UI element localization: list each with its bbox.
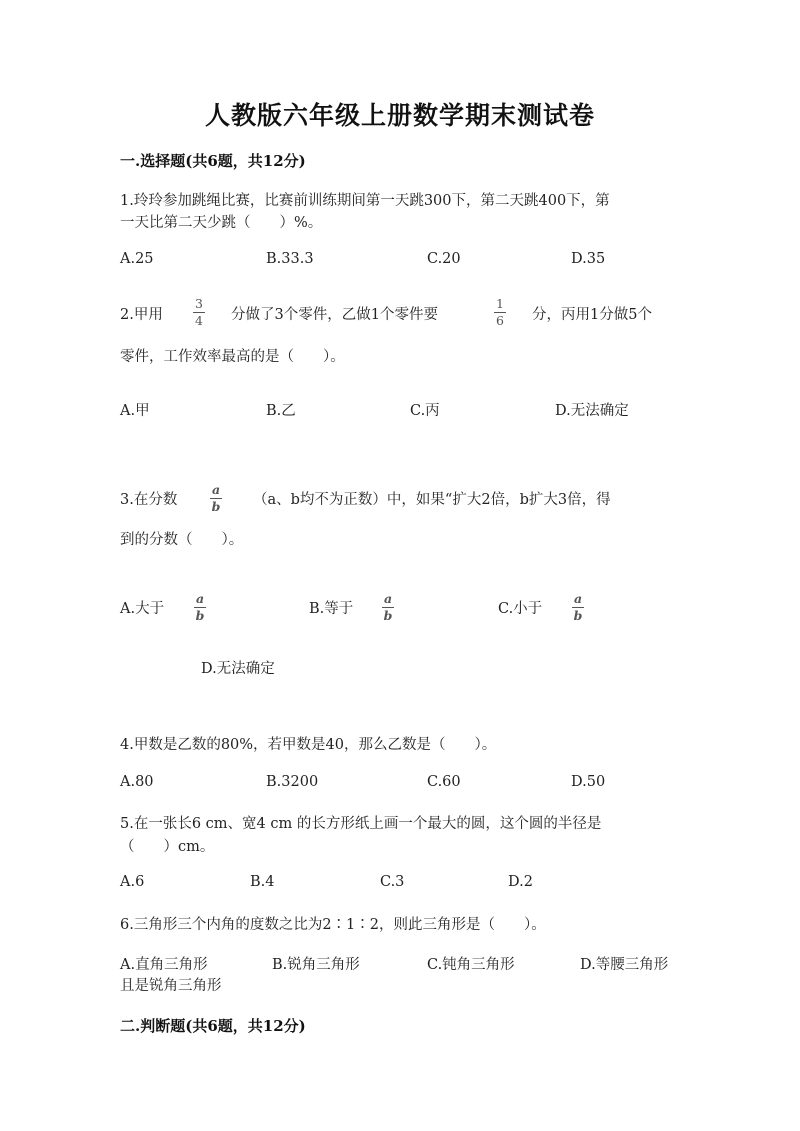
question-5-line-2: （ ）cm。 <box>120 839 215 855</box>
question-2-line-2: 零件，工作效率最高的是（ ）。 <box>120 349 345 365</box>
question-6-option-c: C.钝角三角形 <box>427 957 515 973</box>
question-6-option-d-continued: 且是锐角三角形 <box>120 978 222 994</box>
fraction-three-quarters <box>193 297 205 328</box>
question-2-option-d: D.无法确定 <box>555 403 629 419</box>
fraction-a-over-b <box>382 592 394 623</box>
fraction-a-over-b <box>194 592 206 623</box>
question-1-option-d: D.35 <box>571 251 606 267</box>
fraction-denominator: 6 <box>496 313 504 328</box>
fraction-one-sixth <box>494 297 506 328</box>
question-4-line-1: 4.甲数是乙数的80%，若甲数是40，那么乙数是（ ）。 <box>120 737 497 753</box>
fraction-denominator: 4 <box>195 313 203 328</box>
page-title: 人教版六年级上册数学期末测试卷 <box>204 101 595 130</box>
question-1-option-c: C.20 <box>427 251 461 267</box>
question-6-line-1: 6.三角形三个内角的度数之比为2∶1∶2，则此三角形是（ ）。 <box>120 917 546 933</box>
question-5-option-c: C.3 <box>380 874 405 890</box>
question-3-text-1: 3.在分数 <box>120 492 178 508</box>
fraction-denominator: b <box>573 608 583 623</box>
question-6-option-d: D.等腰三角形 <box>580 957 669 973</box>
question-2-option-b: B.乙 <box>266 403 296 419</box>
question-3-option-b: B.等于 <box>309 601 354 617</box>
question-4-option-b: B.3200 <box>266 774 319 790</box>
fraction-numerator: a <box>195 591 205 606</box>
fraction-denominator: b <box>195 608 205 623</box>
fraction-numerator: a <box>573 591 583 606</box>
fraction-numerator: a <box>211 482 221 497</box>
fraction-denominator: b <box>383 608 393 623</box>
question-5-option-a: A.6 <box>120 874 145 890</box>
question-1-option-b: B.33.3 <box>266 251 314 267</box>
question-3-text-2: （a、b均不为正数）中，如果“扩大2倍，b扩大3倍，得 <box>253 492 611 508</box>
question-1-line-1: 1.玲玲参加跳绳比赛，比赛前训练期间第一天跳300下，第二天跳400下，第 <box>120 193 610 209</box>
fraction-numerator: a <box>383 591 393 606</box>
question-6-option-b: B.锐角三角形 <box>272 957 360 973</box>
question-5-option-b: B.4 <box>250 874 275 890</box>
question-4-option-a: A.80 <box>120 774 154 790</box>
question-3-option-c: C.小于 <box>498 601 543 617</box>
question-3-option-a: A.大于 <box>120 601 165 617</box>
fraction-denominator: b <box>211 499 221 514</box>
question-5-line-1: 5.在一张长6 cm、宽4 cm 的长方形纸上画一个最大的圆，这个圆的半径是 <box>120 816 602 832</box>
question-4-option-c: C.60 <box>427 774 461 790</box>
fraction-a-over-b <box>210 483 222 514</box>
question-2-option-c: C.丙 <box>410 403 440 419</box>
question-3-line-2: 到的分数（ ）。 <box>120 532 244 548</box>
question-4-option-d: D.50 <box>571 774 606 790</box>
fraction-numerator: 3 <box>195 296 203 311</box>
fraction-a-over-b <box>572 592 584 623</box>
question-2-text-3: 分，丙用1分做5个 <box>532 307 652 323</box>
question-2-option-a: A.甲 <box>120 403 150 419</box>
section-heading-choice: 一.选择题(共6题，共12分) <box>120 152 306 170</box>
section-heading-true-false: 二.判断题(共6题，共12分) <box>120 1017 306 1035</box>
question-2-text-1: 2.甲用 <box>120 307 163 323</box>
question-1-option-a: A.25 <box>120 251 154 267</box>
question-1-line-2: 一天比第二天少跳（ ）%。 <box>120 215 323 231</box>
question-5-option-d: D.2 <box>508 874 533 890</box>
question-6-option-a: A.直角三角形 <box>120 957 208 973</box>
question-2-text-2: 分做了3个零件，乙做1个零件要 <box>231 307 438 323</box>
fraction-numerator: 1 <box>496 296 504 311</box>
question-3-option-d: D.无法确定 <box>201 661 275 677</box>
